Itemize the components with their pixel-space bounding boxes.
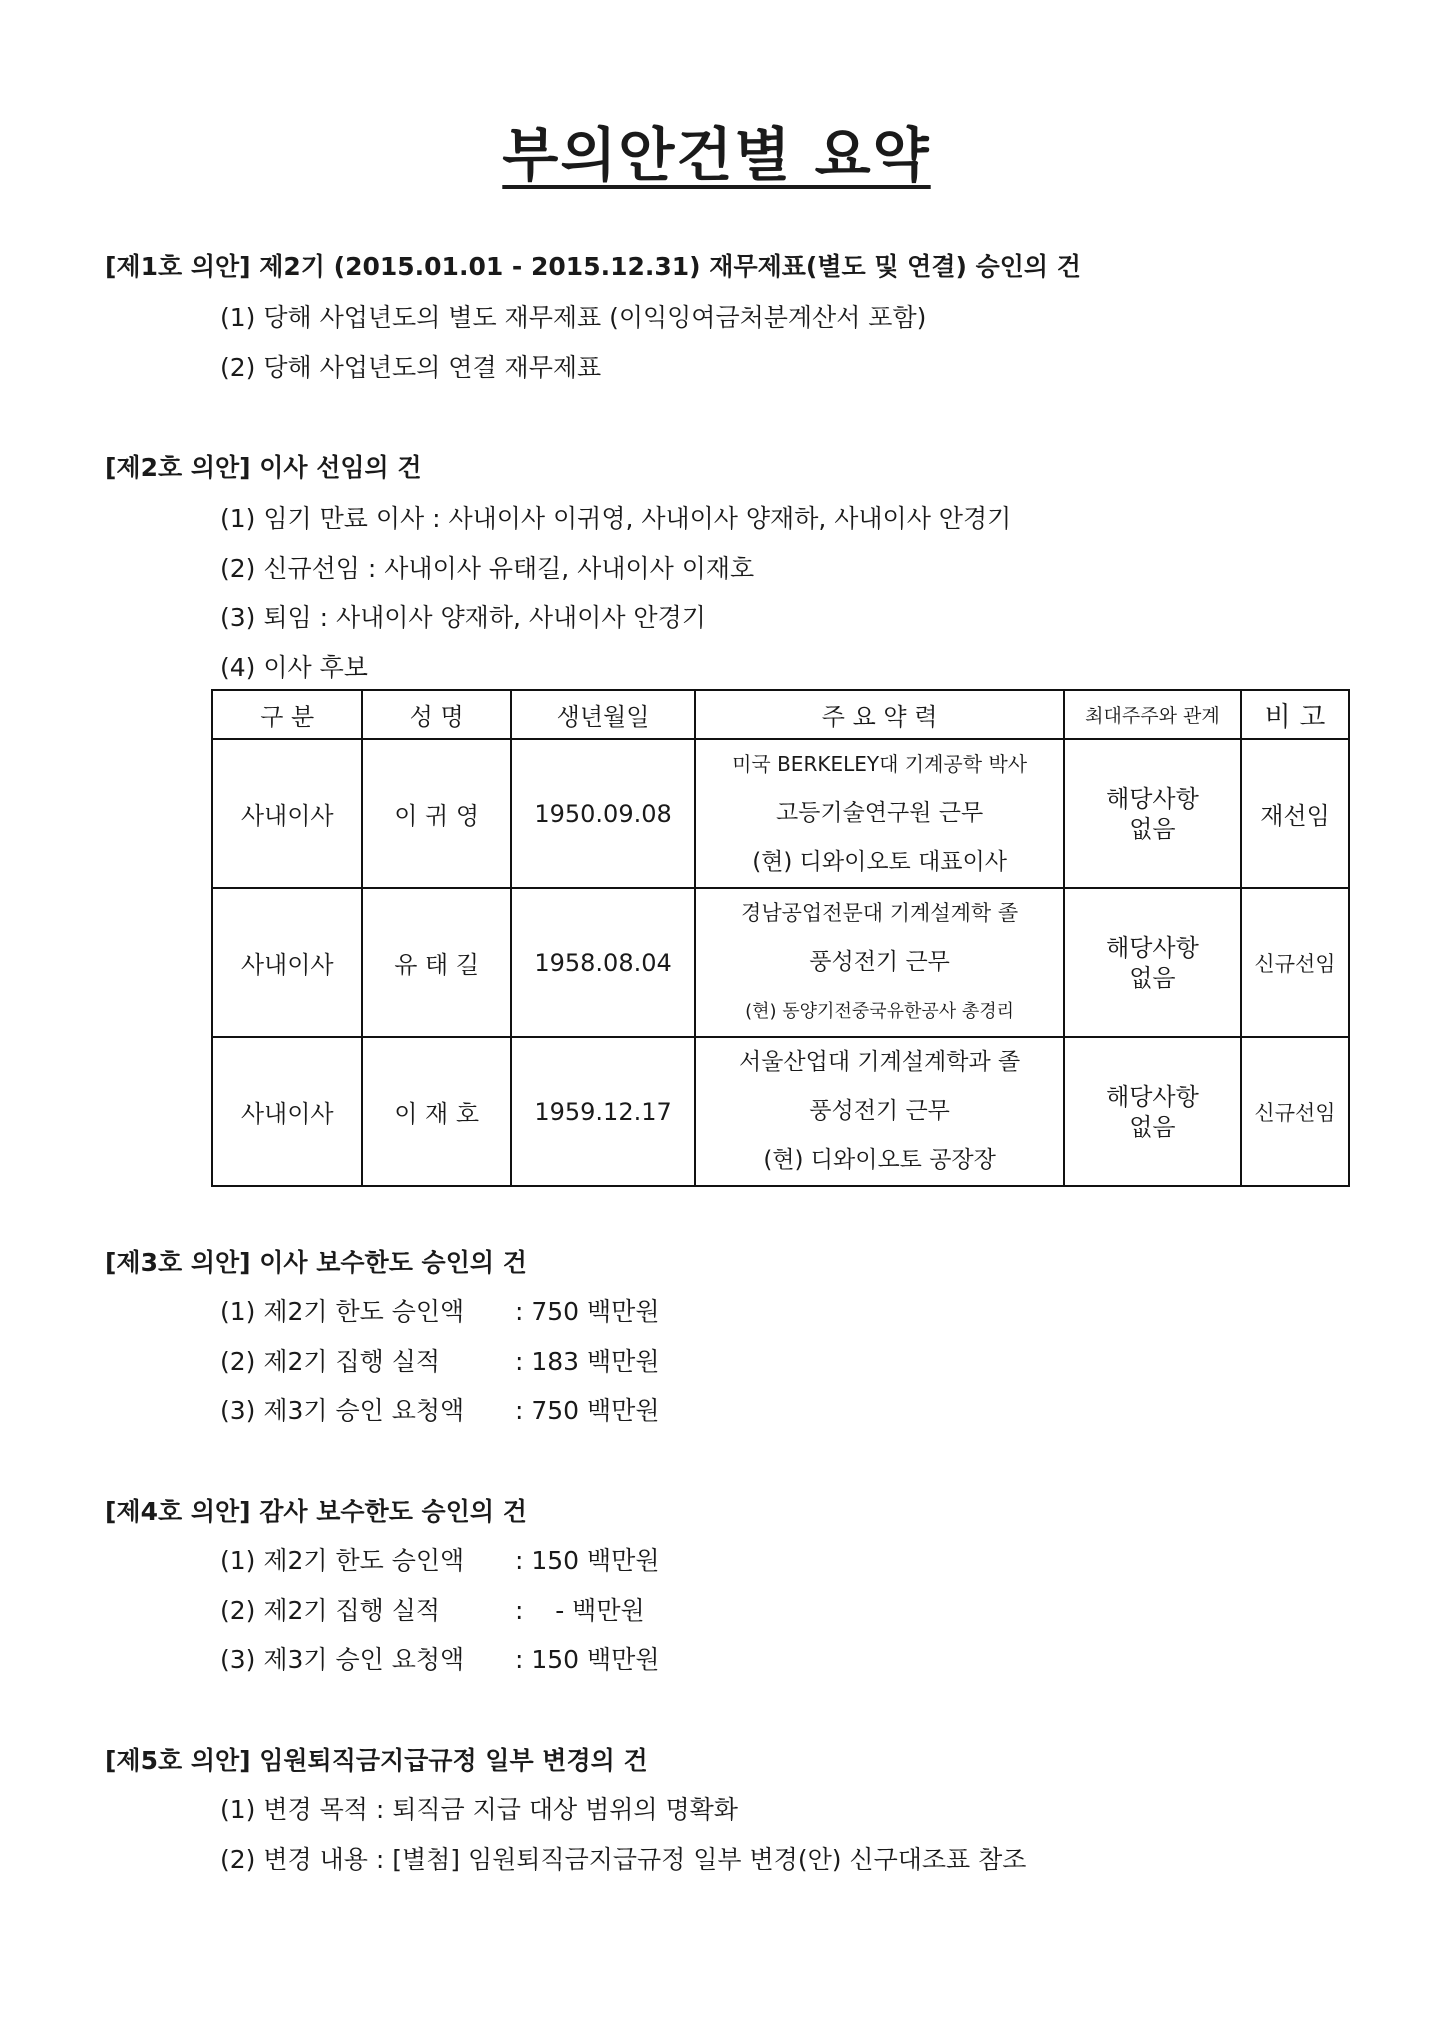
item-label: (3) 제3기 승인 요청액 [220, 1645, 465, 1674]
cell-note: 신규선임 [1241, 888, 1349, 1037]
item-value: : 150 백만원 [515, 1645, 660, 1674]
cell-note: 재선임 [1241, 739, 1349, 888]
cell-name: 유 태 길 [362, 888, 510, 1037]
cell-type: 사내이사 [212, 1037, 362, 1186]
column-header: 생년월일 [511, 690, 695, 739]
agenda-2-item: (1) 임기 만료 이사 : 사내이사 이귀영, 사내이사 양재하, 사내이사 안경기 [220, 504, 1012, 533]
page-title: 부의안건별 요약 [502, 121, 931, 189]
agenda-5-item: (1) 변경 목적 : 퇴직금 지급 대상 범위의 명확화 [220, 1795, 738, 1824]
table-row [212, 739, 1349, 888]
agenda-1-item: (1) 당해 사업년도의 별도 재무제표 (이익잉여금처분계산서 포함) [220, 303, 927, 332]
agenda-3-heading: [제3호 의안] 이사 보수한도 승인의 건 [105, 1248, 527, 1277]
cell-name: 이 재 호 [362, 1037, 510, 1186]
item-label: (2) 제2기 집행 실적 [220, 1347, 441, 1376]
agenda-3-item [220, 1391, 659, 1427]
cell-note: 신규선임 [1241, 1037, 1349, 1186]
agenda-2-item: (3) 퇴임 : 사내이사 양재하, 사내이사 안경기 [220, 603, 706, 632]
agenda-1-item: (2) 당해 사업년도의 연결 재무제표 [220, 353, 602, 382]
item-value: : 750 백만원 [515, 1396, 660, 1425]
cell-name: 이 귀 영 [362, 739, 510, 888]
agenda-5-heading: [제5호 의안] 임원퇴직금지급규정 일부 변경의 건 [105, 1746, 648, 1775]
table-row [212, 1037, 1349, 1186]
column-header: 비 고 [1241, 690, 1349, 739]
agenda-4-heading: [제4호 의안] 감사 보수한도 승인의 건 [105, 1497, 527, 1526]
cell-birth: 1958.08.04 [511, 888, 695, 1037]
career-line: 풍성전기 근무 [809, 1098, 950, 1124]
item-label: (1) 제2기 한도 승인액 [220, 1297, 465, 1326]
agenda-4-item [220, 1640, 659, 1676]
column-header: 최대주주와 관계 [1064, 690, 1241, 739]
column-header: 성 명 [362, 690, 510, 739]
career-line: (현) 동양기전중국유한공사 총경리 [745, 1001, 1015, 1022]
agenda-1-heading: [제1호 의안] 제2기 (2015.01.01 - 2015.12.31) 재무제표(별도 및 연결) 승인의 건 [105, 252, 1081, 281]
cell-birth: 1950.09.08 [511, 739, 695, 888]
agenda-2-item: (4) 이사 후보 [220, 653, 368, 682]
agenda-4-item [220, 1541, 659, 1577]
career-line: 서울산업대 기계설계학과 졸 [738, 1049, 1021, 1075]
item-value: : 750 백만원 [515, 1297, 660, 1326]
cell-birth: 1959.12.17 [511, 1037, 695, 1186]
career-line: (현) 디와이오토 공장장 [763, 1147, 996, 1173]
cell-career [695, 1037, 1064, 1186]
item-label: (3) 제3기 승인 요청액 [220, 1396, 465, 1425]
item-label: (1) 제2기 한도 승인액 [220, 1546, 465, 1575]
item-value: : 150 백만원 [515, 1546, 660, 1575]
career-line: 미국 BERKELEY대 기계공학 박사 [732, 752, 1028, 776]
agenda-2-item: (2) 신규선임 : 사내이사 유태길, 사내이사 이재호 [220, 554, 755, 583]
agenda-2-heading: [제2호 의안] 이사 선임의 건 [105, 453, 422, 482]
cell-relation: 해당사항 없음 [1064, 1037, 1241, 1186]
cell-relation: 해당사항 없음 [1064, 739, 1241, 888]
cell-career [695, 739, 1064, 888]
director-candidates-table [211, 689, 1350, 1187]
agenda-4-item [220, 1591, 645, 1627]
item-value: : 183 백만원 [515, 1347, 660, 1376]
cell-relation: 해당사항 없음 [1064, 888, 1241, 1037]
cell-career [695, 888, 1064, 1037]
column-header: 주 요 약 력 [695, 690, 1064, 739]
career-line: 경남공업전문대 기계설계학 졸 [741, 901, 1019, 925]
item-value: : - 백만원 [515, 1596, 645, 1625]
agenda-3-item [220, 1292, 659, 1328]
item-label: (2) 제2기 집행 실적 [220, 1596, 441, 1625]
table-row [212, 888, 1349, 1037]
career-line: 풍성전기 근무 [809, 949, 950, 975]
column-header: 구 분 [212, 690, 362, 739]
career-line: (현) 디와이오토 대표이사 [752, 849, 1007, 875]
career-line: 고등기술연구원 근무 [775, 800, 984, 826]
cell-type: 사내이사 [212, 739, 362, 888]
table-header-row [212, 690, 1349, 739]
agenda-5-item: (2) 변경 내용 : [별첨] 임원퇴직금지급규정 일부 변경(안) 신구대조표 참조 [220, 1845, 1027, 1874]
cell-type: 사내이사 [212, 888, 362, 1037]
agenda-3-item [220, 1342, 659, 1378]
